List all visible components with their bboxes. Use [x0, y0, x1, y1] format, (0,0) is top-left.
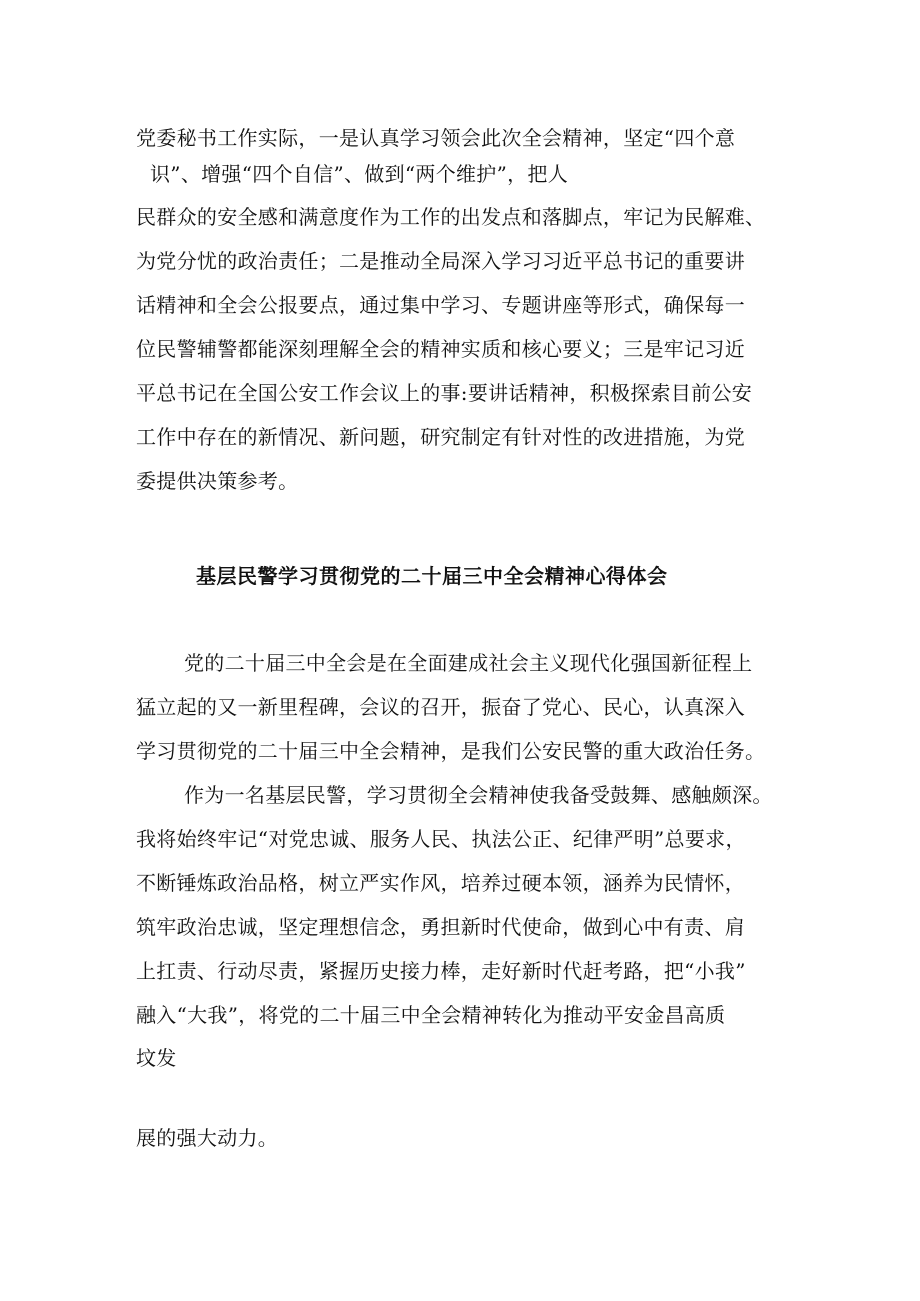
section-title: 基层民警学习贯彻党的二十届三中全会精神心得体会 — [196, 564, 668, 588]
body-text-line: 作为一名基层民警，学习贯彻全会精神使我备受鼓舞、感触颇深。 — [184, 783, 773, 807]
body-text-line: 党委秘书工作实际，一是认真学习领会此次全会精神，坚定“四个意 — [136, 126, 736, 150]
body-text-line: 委提供决策参考。 — [136, 469, 299, 493]
body-text-line: 民群众的安全感和满意度作为工作的出发点和落脚点，牢记为民解难、 — [136, 205, 766, 229]
body-text-line: 学习贯彻党的二十届三中全会精神，是我们公安民警的重大政治任务。 — [136, 739, 766, 763]
body-text-line: 猛立起的又一新里程碑，会议的召开，振奋了党心、民心，认真深入 — [136, 695, 745, 719]
body-text-line: 工作中存在的新情况、新问题，研究制定有针对性的改进措施，为党 — [136, 425, 745, 449]
body-text-line: 位民警辅警都能深刻理解全会的精神实质和核心要义；三是牢记习近 — [136, 337, 745, 361]
body-text-line: 党的二十届三中全会是在全面建成社会主义现代化强国新征程上 — [184, 651, 753, 675]
body-text-line: 筑牢政治忠诚，坚定理想信念，勇担新时代使命，做到心中有责、肩 — [136, 915, 745, 939]
body-text-line: 坟发 — [136, 1046, 177, 1070]
body-text-line: 展的强大动力。 — [136, 1126, 279, 1150]
body-text-line: 我将始终牢记“对党忠诚、服务人民、执法公正、纪律严明”总要求， — [136, 827, 746, 851]
body-text-line: 融入“大我”，将党的二十届三中全会精神转化为推动平安金昌高质 — [136, 1003, 726, 1027]
body-text-line: 识”、增强“四个自信”、做到“两个维护”，把人 — [150, 162, 569, 186]
body-text-line: 话精神和全会公报要点，通过集中学习、专题讲座等形式，确保每一 — [136, 293, 745, 317]
body-text-line: 不断锤炼政治品格，树立严实作风，培养过硬本领，涵养为民情怀， — [136, 871, 745, 895]
body-text-line: 为党分忧的政治责任；二是推动全局深入学习习近平总书记的重要讲 — [136, 249, 745, 273]
body-text-line: 上扛责、行动尽责，紧握历史接力棒，走好新时代赶考路，把“小我” — [136, 959, 746, 983]
body-text-line: 平总书记在全国公安工作会议上的事:要讲话精神，积极探索目前公安 — [136, 381, 753, 405]
